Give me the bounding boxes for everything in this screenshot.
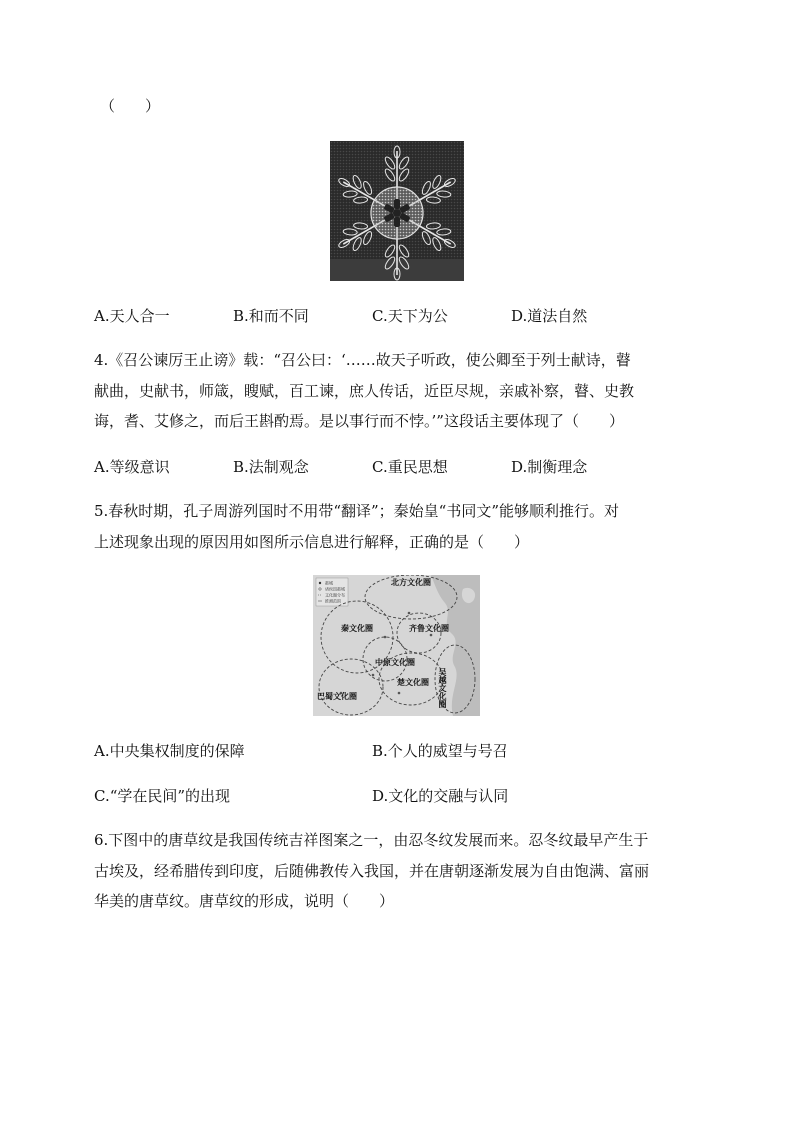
q4-option-d: D.制衡理念: [511, 458, 588, 476]
q6-text-line-1: 6.下图中的唐草纹是我国传统吉祥图案之一，由忍冬纹发展而来。忍冬纹最早产生于: [94, 831, 649, 849]
q4-option-a: A.等级意识: [94, 458, 170, 476]
q4-option-c: C.重民思想: [372, 458, 448, 476]
q6-text-line-3: 华美的唐草纹。唐草纹的形成，说明（ ）: [94, 892, 395, 910]
q6-text-line-2: 古埃及，经希腊传到印度，后随佛教传入我国，并在唐朝逐渐发展为自由饱满、富丽: [94, 862, 650, 880]
answer-bracket: （ ）: [100, 97, 161, 115]
q5-option-b: B.个人的威望与号召: [372, 742, 508, 760]
q4-text-line-1: 4.《召公谏厉王止谤》载：“召公曰：‘……故天子听政，使公卿至于列士献诗，瞽: [94, 351, 631, 369]
legend-item: 诸侯国都城: [325, 586, 345, 592]
q5-option-c: C.“学在民间”的出现: [94, 787, 231, 805]
q3-option-a: A.天人合一: [94, 307, 170, 325]
q5-text-line-2: 上述现象出现的原因用如图所示信息进行解释，正确的是（ ）: [94, 533, 530, 551]
snowflake-photo: [330, 141, 464, 281]
q5-option-a: A.中央集权制度的保障: [94, 742, 245, 760]
q3-option-b: B.和而不同: [233, 307, 309, 325]
legend-item: 都城: [325, 580, 333, 586]
legend-item: 推测范围: [325, 598, 341, 604]
label-qilu-circle: 齐鲁文化圈: [409, 623, 449, 633]
q5-text-line-1: 5.春秋时期，孔子周游列国时不用带“翻译”；秦始皇“书同文”能够顺利推行。对: [94, 502, 619, 520]
label-north-circle: 北方文化圈: [391, 577, 431, 587]
culture-circle-map: [313, 575, 480, 716]
q4-option-b: B.法制观念: [233, 458, 309, 476]
label-chu-circle: 楚文化圈: [397, 677, 429, 687]
q3-option-c: C.天下为公: [372, 307, 448, 325]
q4-text-line-2: 献曲，史献书，师箴，瞍赋，百工谏，庶人传话，近臣尽规，亲戚补察，瞽、史教: [94, 382, 635, 400]
label-zhongyuan-circle: 中原文化圈: [375, 657, 415, 667]
q5-option-d: D.文化的交融与认同: [372, 787, 509, 805]
q4-text-line-3: 诲，耆、艾修之，而后王斟酌焉。是以事行而不悖。’”这段话主要体现了（ ）: [94, 412, 624, 430]
legend-item: 文化圈分布: [325, 592, 345, 598]
q3-option-d: D.道法自然: [511, 307, 588, 325]
label-qin-circle: 秦文化圈: [341, 623, 373, 633]
label-wuyue-circle: 吴越文化圈: [438, 668, 448, 708]
label-bashu-circle: 巴蜀文化圈: [317, 691, 357, 701]
